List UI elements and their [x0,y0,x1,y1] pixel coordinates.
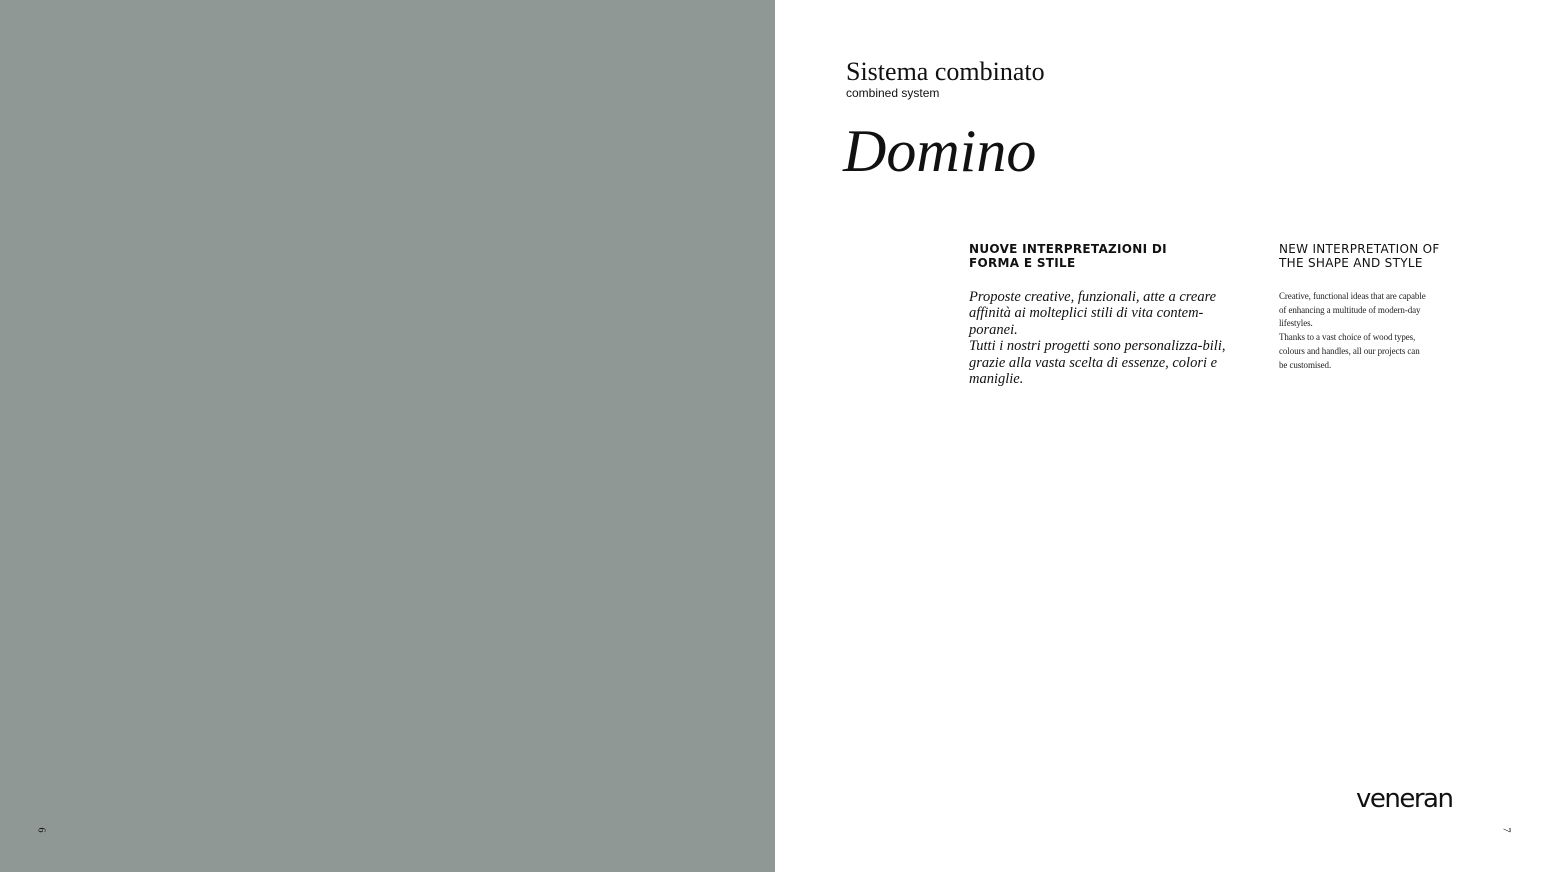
body-en-paragraph-2: Thanks to a vast choice of wood types, colours and handles, all our projects can be customised. [1279,332,1420,370]
page-number-right: 7 [1500,827,1512,833]
logo-wordmark: veneran [1356,784,1453,814]
heading-en-line2: THE SHAPE AND STYLE [1279,256,1423,270]
veneran-logo-mark [1356,784,1500,814]
body-en-paragraph-1: Creative, functional ideas that are capable of enhancing a multitude of modern-day lifestyles. [1279,291,1426,329]
body-it-paragraph-2: Tutti i nostri progetti sono personalizza-bili, grazie alla vasta scelta di essenze, colori e maniglie. [969,338,1226,388]
page-number-left: 6 [35,827,47,833]
body-text-it [969,289,1244,387]
body-it-paragraph-1: Proposte creative, funzionali, atte a creare affinità ai molteplici stili di vita contem-poranei. [969,289,1217,338]
section-heading-it [969,242,1229,270]
body-text-en [1279,290,1429,372]
heading-it-line1: NUOVE INTERPRETAZIONI DI [969,242,1167,256]
section-heading-en [1279,242,1479,270]
system-label-it: Sistema combinato [846,57,1045,86]
heading-en-line1: NEW INTERPRETATION OF [1279,242,1440,256]
system-label-en: combined system [846,86,940,100]
veneran-logo [1356,784,1500,814]
heading-it-line2: FORMA E STILE [969,256,1076,270]
product-name-title: Domino [843,118,1037,184]
